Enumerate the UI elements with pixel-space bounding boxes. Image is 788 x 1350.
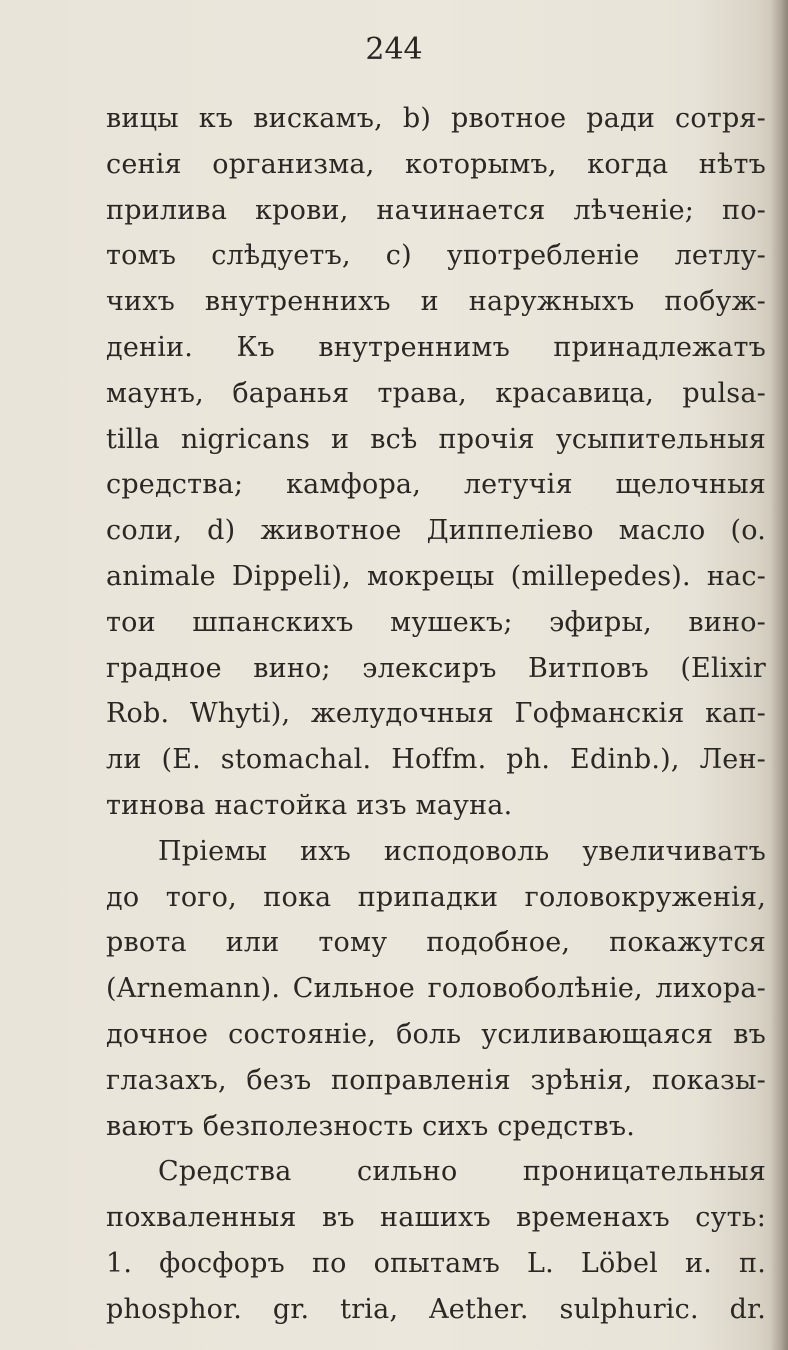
text-line: ваютъ безполезность сихъ средствъ. xyxy=(106,1110,636,1142)
text-line: 1. фосфоръ по опытамъ L. Löbel и. п. xyxy=(106,1247,766,1279)
text-line: ли (E. stomachal. Hoffm. ph. Edinb.), Лен- xyxy=(106,744,766,776)
body-text xyxy=(106,96,766,1333)
paragraph-1 xyxy=(106,96,766,829)
text-line: томъ слѣдуетъ, с) употребленіе летлу- xyxy=(106,240,766,272)
text-line: чихъ внутреннихъ и наружныхъ побуж- xyxy=(106,286,766,318)
text-line: дочное состояніе, боль усиливающаяся въ xyxy=(106,1018,766,1050)
text-line: Средства сильно проницательныя xyxy=(158,1156,766,1188)
page-number: 244 xyxy=(365,32,423,67)
text-line: phosphor. gr. tria, Aether. sulphuric. dr. xyxy=(106,1293,766,1325)
text-line: маунъ, баранья трава, красавица, pulsa- xyxy=(106,377,766,409)
text-line: сенія организма, которымъ, когда нѣтъ xyxy=(106,148,766,180)
text-line: прилива крови, начинается лѣченіе; по- xyxy=(106,194,766,226)
text-line: Rob. Whyti), желудочныя Гофманскія кап- xyxy=(106,698,766,730)
text-line: tilla nigricans и всѣ прочія усыпительныя xyxy=(106,423,766,455)
text-line: рвота или тому подобное, покажутся xyxy=(106,927,766,959)
text-line: Пріемы ихъ исподоволь увеличиватъ xyxy=(158,835,766,867)
text-line: до того, пока припадки головокруженія, xyxy=(106,881,766,913)
text-line: похваленныя въ нашихъ временахъ суть: xyxy=(106,1202,766,1234)
page-edge-shadow xyxy=(770,0,788,1350)
paragraph-2 xyxy=(106,829,766,1150)
paragraph-3 xyxy=(106,1149,766,1332)
text-line: animale Dippeli), мокрецы (millepedes). нас- xyxy=(106,560,766,592)
text-line: тои шпанскихъ мушекъ; эфиры, вино- xyxy=(106,606,766,638)
text-line: (Arnemann). Сильное головоболѣніе, лихора- xyxy=(106,973,766,1005)
text-line: вицы къ вискамъ, b) рвотное ради сотря- xyxy=(106,103,766,134)
text-line: градное вино; элексиръ Витповъ (Elixir xyxy=(106,652,766,684)
text-line: соли, d) животное Диппеліево масло (o. xyxy=(106,515,766,547)
text-line: средства; камфора, летучія щелочныя xyxy=(106,469,766,501)
text-line: глазахъ, безъ поправленія зрѣнія, показы- xyxy=(106,1064,766,1096)
text-line: тинова настойка изъ мауна. xyxy=(106,789,513,821)
text-line: деніи. Къ внутреннимъ принадлежатъ xyxy=(106,331,766,363)
